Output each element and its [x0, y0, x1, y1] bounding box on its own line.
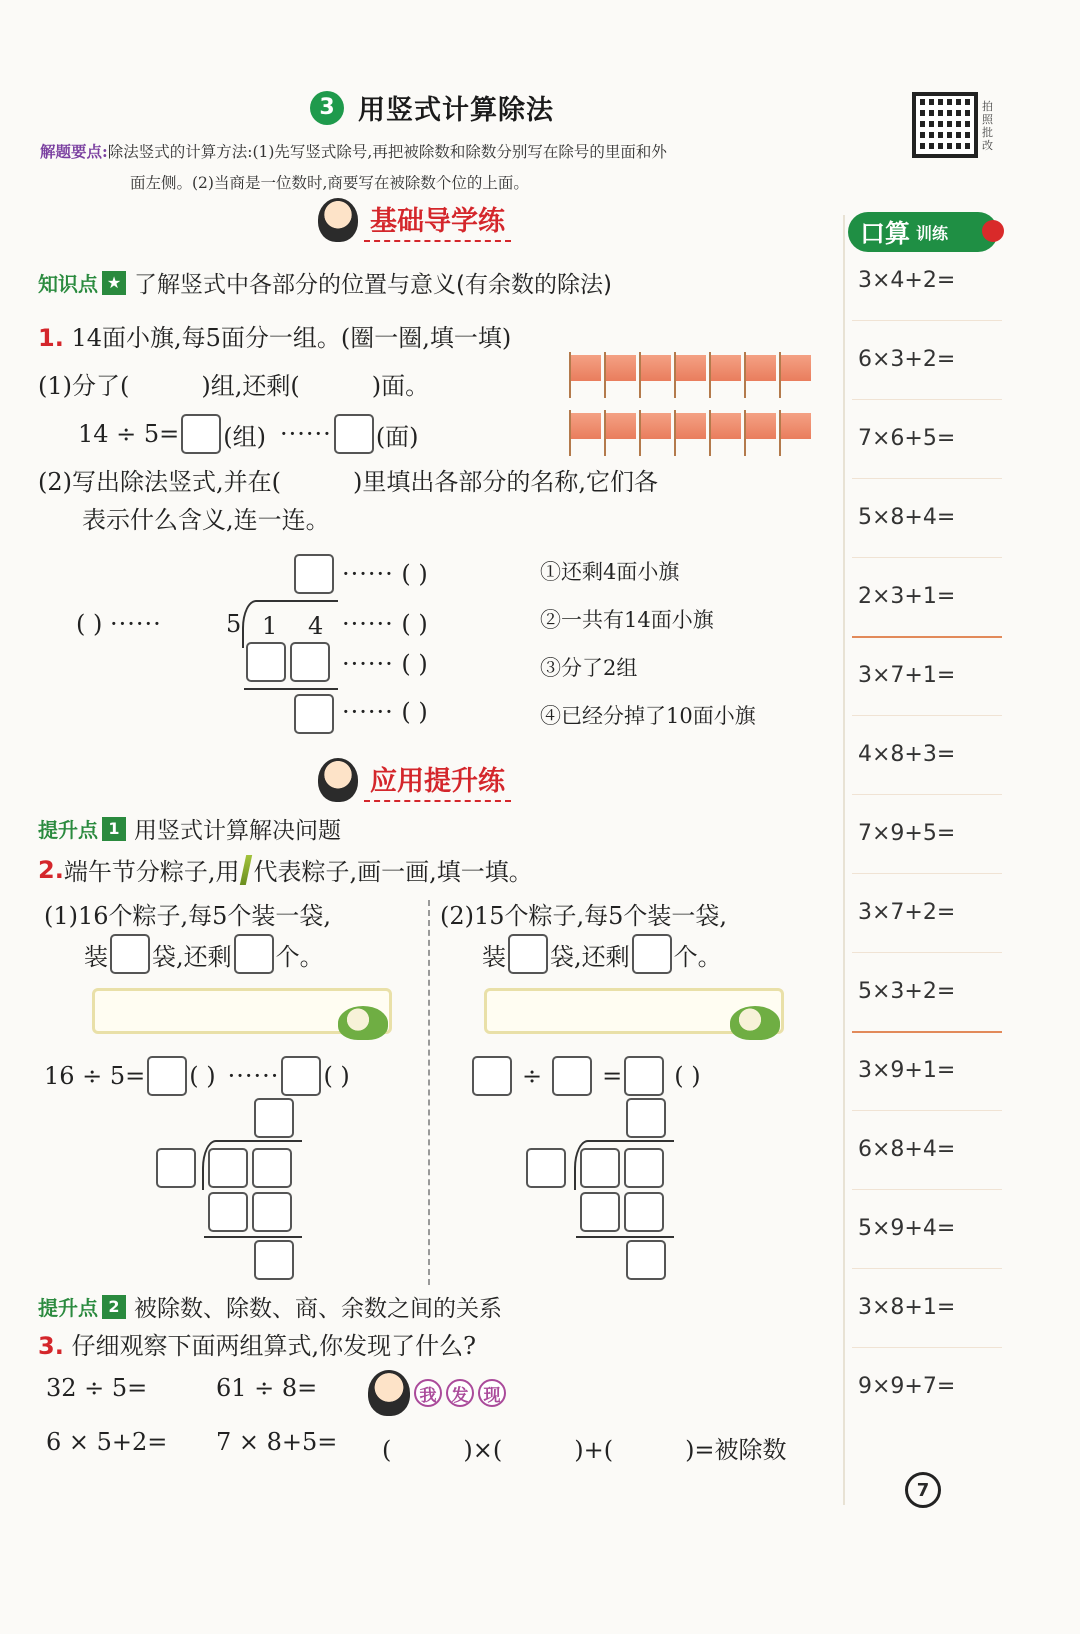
- q1-quotient-box[interactable]: [181, 414, 221, 454]
- oral-exercise-item[interactable]: 9×9+7=: [858, 1374, 956, 1399]
- star-icon: ★: [102, 271, 126, 295]
- tips-line-2: 面左侧。(2)当商是一位数时,商要写在被除数个位的上面。: [130, 174, 529, 192]
- flag-icon[interactable]: [778, 410, 812, 456]
- qr-caption: 拍照批改: [982, 100, 993, 152]
- oral-exercise-item[interactable]: 7×6+5=: [858, 426, 956, 451]
- q3-formula-c: )+(: [574, 1436, 614, 1464]
- q2-left-quotient-box[interactable]: [147, 1056, 187, 1096]
- ld2-dividend-boxes: [208, 1148, 292, 1188]
- oral-exercise-item[interactable]: 3×9+1=: [858, 1058, 956, 1083]
- flag-icon[interactable]: [673, 410, 707, 456]
- q2-left-unit-paren-2[interactable]: ( ): [323, 1062, 350, 1090]
- q2-right-line2: [482, 934, 722, 974]
- flag-icon[interactable]: [568, 352, 602, 398]
- ld1-dots: ······: [342, 560, 394, 588]
- q2-left-pack: 装: [84, 942, 108, 971]
- oral-exercise-item[interactable]: 3×8+1=: [858, 1295, 956, 1320]
- ld2-remainder-box[interactable]: [254, 1240, 294, 1280]
- flag-icon[interactable]: [708, 410, 742, 456]
- q2-left-eq-text: 16 ÷ 5=: [44, 1062, 146, 1090]
- kp-number: 2: [102, 1295, 126, 1319]
- q2-left-remainder-box[interactable]: [281, 1056, 321, 1096]
- ld3-product-ones[interactable]: [624, 1192, 664, 1232]
- ld3-product-boxes: [580, 1192, 664, 1232]
- kp-text: 了解竖式中各部分的位置与意义(有余数的除法): [134, 272, 612, 298]
- q1-eq-left: 14 ÷ 5=: [78, 420, 180, 448]
- exercise-separator: [852, 952, 1002, 953]
- question-3-stem: [38, 1326, 476, 1361]
- q1-equation: [78, 414, 419, 454]
- ld3-remainder-box[interactable]: [626, 1240, 666, 1280]
- kp-text: 被除数、除数、商、余数之间的关系: [134, 1296, 502, 1322]
- ld1-dots: ······: [342, 698, 394, 726]
- kp-tag-label: 提升点: [38, 1296, 98, 1320]
- kp-tag-label: 提升点: [38, 818, 98, 842]
- section-apply-title: 应用提升练: [364, 759, 511, 802]
- question-2-text-b: 代表粽子,画一画,填一填。: [253, 858, 533, 886]
- ld1-product-tens[interactable]: [246, 642, 286, 682]
- section-apply-banner: [318, 758, 511, 802]
- ld3-dividend-ones[interactable]: [624, 1148, 664, 1188]
- exercise-separator: [852, 636, 1002, 638]
- flag-icon[interactable]: [638, 410, 672, 456]
- q3-expr-4: 7 × 8+5=: [216, 1428, 338, 1456]
- question-2-text-a: 端午节分粽子,用: [63, 858, 240, 886]
- ld1-row4-label: [342, 698, 428, 726]
- oral-exercise-item[interactable]: 3×7+2=: [858, 900, 956, 925]
- discover-char: 现: [478, 1379, 506, 1407]
- ld1-paren[interactable]: ( ): [401, 610, 428, 638]
- ld1-dots: ······: [342, 650, 394, 678]
- q2-left-line1: (1)16个粽子,每5个装一袋,: [44, 902, 332, 930]
- q2-right-pack: 装: [482, 942, 506, 971]
- flag-icon[interactable]: [638, 352, 672, 398]
- q2-right-eq-sign: =: [602, 1062, 623, 1090]
- ld1-subtract-line: [244, 688, 338, 690]
- flag-icon[interactable]: [568, 410, 602, 456]
- exercise-separator: [852, 1347, 1002, 1348]
- q3-formula: [382, 1430, 787, 1465]
- q1-p2-a: (2)写出除法竖式,并在(: [38, 468, 281, 496]
- mascot-icon: [318, 198, 358, 242]
- exercise-separator: [852, 715, 1002, 716]
- question-1-stem: [38, 318, 511, 353]
- ld2-product-tens[interactable]: [208, 1192, 248, 1232]
- kp-tag: [38, 268, 126, 297]
- q2-right-equation: [472, 1056, 701, 1096]
- q3-formula-a: (: [382, 1436, 392, 1464]
- ld1-row3-label: [342, 650, 428, 678]
- q1-remainder-box[interactable]: [334, 414, 374, 454]
- q1-option-1[interactable]: ①还剩4面小旗: [540, 560, 680, 584]
- q2-right-remain: 袋,还剩: [550, 942, 630, 971]
- ld1-quotient-box[interactable]: [294, 554, 334, 594]
- oral-exercise-item[interactable]: 4×8+3=: [858, 742, 956, 767]
- q2-right-bags-box[interactable]: [508, 934, 548, 974]
- flag-icon[interactable]: [708, 352, 742, 398]
- ld2-dividend-tens[interactable]: [208, 1148, 248, 1188]
- question-3-number: 3.: [38, 1332, 64, 1360]
- q1-option-4[interactable]: ④已经分掉了10面小旗: [540, 704, 756, 728]
- ld1-divisor-label: [76, 610, 162, 638]
- kp-tag: [38, 814, 126, 843]
- q2-right-divisor-box[interactable]: [552, 1056, 592, 1096]
- lesson-number-badge: 3: [310, 91, 344, 125]
- exercise-separator: [852, 1189, 1002, 1190]
- q1-option-2[interactable]: ②一共有14面小旗: [540, 608, 714, 632]
- q3-formula-d: )=被除数: [685, 1436, 787, 1464]
- q2-right-dividend-box[interactable]: [472, 1056, 512, 1096]
- q1-p1-b: )组,还剩(: [201, 372, 300, 400]
- q2-left-dots: ······: [227, 1062, 280, 1090]
- lesson-title-group: [310, 88, 554, 127]
- oral-practice-banner: [848, 212, 998, 252]
- q2-left-equation: [44, 1056, 350, 1096]
- exercise-separator: [852, 794, 1002, 795]
- oral-exercise-item[interactable]: 2×3+1=: [858, 584, 956, 609]
- flag-icon[interactable]: [778, 352, 812, 398]
- tips-text-1: 除法竖式的计算方法:(1)先写竖式除号,再把被除数和除数分别写在除号的里面和外: [107, 143, 667, 161]
- q2-left-remain-box[interactable]: [234, 934, 274, 974]
- oral-exercise-item[interactable]: 5×9+4=: [858, 1216, 956, 1241]
- discover-char: 我: [414, 1379, 442, 1407]
- q1-eq-dots: ······: [280, 420, 332, 448]
- ld1-dividend-tens: 1: [262, 612, 278, 640]
- exercise-separator: [852, 1268, 1002, 1269]
- ld1-dots: ······: [342, 610, 394, 638]
- question-2-stem: [38, 852, 533, 887]
- q1-part2-line1: [38, 462, 658, 497]
- ld1-product-boxes: [246, 642, 330, 682]
- oral-exercise-item[interactable]: 7×9+5=: [858, 821, 956, 846]
- ld3-dividend-boxes: [580, 1148, 664, 1188]
- q2-right-quotient-box[interactable]: [624, 1056, 664, 1096]
- q2-left-line2: [84, 934, 324, 974]
- ld1-paren[interactable]: ( ): [401, 698, 428, 726]
- kp-text: 用竖式计算解决问题: [134, 818, 341, 844]
- ld1-left-paren[interactable]: ( ): [76, 610, 103, 638]
- exercise-separator: [852, 1031, 1002, 1033]
- question-2-number: 2.: [38, 855, 64, 884]
- q1-eq-unit-groups: (组): [223, 422, 267, 451]
- question-3-text: 仔细观察下面两组算式,你发现了什么?: [71, 1332, 476, 1360]
- ld1-bracket: [242, 600, 338, 648]
- kp-number: 1: [102, 817, 126, 841]
- discover-banner: [368, 1370, 506, 1416]
- ld1-remainder-box[interactable]: [294, 694, 334, 734]
- q2-left-bags-box[interactable]: [110, 934, 150, 974]
- zongzi-icon: [338, 1006, 388, 1040]
- mascot-icon: [318, 758, 358, 802]
- ld1-paren[interactable]: ( ): [401, 650, 428, 678]
- zongzi-icon: [730, 1006, 780, 1040]
- ld3-subtract-line: [576, 1236, 674, 1238]
- q1-p1-c: )面。: [371, 372, 430, 400]
- q2-right-unit-paren[interactable]: ( ): [674, 1062, 701, 1090]
- ld2-product-boxes: [208, 1192, 292, 1232]
- q2-left-unit-paren[interactable]: ( ): [189, 1062, 216, 1090]
- exercise-separator: [852, 478, 1002, 479]
- q1-eq-unit-flags: (面): [375, 422, 419, 451]
- zongzi-stick-icon: [240, 855, 252, 885]
- ld1-divisor: 5: [226, 610, 242, 638]
- q2-left-unit: 个。: [275, 942, 324, 971]
- flag-icon[interactable]: [673, 352, 707, 398]
- column-divider: [428, 900, 430, 1285]
- exercise-separator: [852, 1110, 1002, 1111]
- q1-part1-line: [38, 366, 429, 401]
- ld1-dividend-ones: 4: [308, 612, 324, 640]
- oral-exercise-item[interactable]: 3×7+1=: [858, 663, 956, 688]
- ld3-product-tens[interactable]: [580, 1192, 620, 1232]
- ld1-row1-label: [342, 560, 428, 588]
- flag-icon[interactable]: [603, 352, 637, 398]
- exercise-separator: [852, 399, 1002, 400]
- improve-point-2: [38, 1290, 502, 1323]
- q3-expr-2: 61 ÷ 8=: [216, 1374, 318, 1402]
- section-basic-banner: [318, 198, 511, 242]
- q2-right-line1: (2)15个粽子,每5个装一袋,: [440, 902, 728, 930]
- qr-code[interactable]: [912, 92, 978, 158]
- ld2-subtract-line: [204, 1236, 302, 1238]
- kp-tag: [38, 1292, 126, 1321]
- ld1-dots: ······: [110, 610, 162, 638]
- exercise-separator: [852, 320, 1002, 321]
- discover-char: 发: [446, 1379, 474, 1407]
- q3-expr-3: 6 × 5+2=: [46, 1428, 168, 1456]
- ld3-divisor-box[interactable]: [526, 1148, 566, 1188]
- section-basic-title: 基础导学练: [364, 199, 511, 242]
- flag-grid[interactable]: [568, 352, 812, 456]
- tips-line-1: [40, 136, 830, 168]
- ld1-paren[interactable]: ( ): [401, 560, 428, 588]
- qr-pattern: [916, 96, 974, 154]
- q2-right-unit: 个。: [673, 942, 722, 971]
- q3-formula-b: )×(: [463, 1436, 503, 1464]
- oral-practice-title: 口算: [860, 219, 911, 248]
- exercise-separator: [852, 557, 1002, 558]
- banner-dot-icon: [982, 220, 1004, 242]
- ld2-product-ones[interactable]: [252, 1192, 292, 1232]
- improve-point-1: [38, 812, 341, 845]
- ld1-product-ones[interactable]: [290, 642, 330, 682]
- lesson-title: 用竖式计算除法: [358, 95, 554, 126]
- solving-tips: [40, 136, 830, 199]
- explorer-mascot-icon: [368, 1370, 410, 1416]
- oral-exercise-item[interactable]: 3×4+2=: [858, 268, 956, 293]
- ld2-quotient-box[interactable]: [254, 1098, 294, 1138]
- knowledge-point-1: [38, 266, 612, 299]
- kp-tag-label: 知识点: [38, 272, 98, 296]
- q1-part2-line2: 表示什么含义,连一连。: [82, 506, 330, 534]
- ld3-dividend-tens[interactable]: [580, 1148, 620, 1188]
- oral-exercise-item[interactable]: 5×8+4=: [858, 505, 956, 530]
- q2-right-remain-box[interactable]: [632, 934, 672, 974]
- q1-p2-b: )里填出各部分的名称,它们各: [353, 468, 658, 496]
- flag-icon[interactable]: [603, 410, 637, 456]
- q2-right-div-sign: ÷: [522, 1062, 543, 1090]
- q1-option-3[interactable]: ③分了2组: [540, 656, 638, 680]
- exercise-separator: [852, 873, 1002, 874]
- ld2-dividend-ones[interactable]: [252, 1148, 292, 1188]
- q2-left-remain: 袋,还剩: [152, 942, 232, 971]
- oral-exercise-item[interactable]: 5×3+2=: [858, 979, 956, 1004]
- flag-icon[interactable]: [743, 352, 777, 398]
- tips-label: 解题要点:: [40, 142, 108, 161]
- oral-practice-subtitle: 训练: [916, 223, 949, 243]
- ld1-row2-label: [342, 610, 428, 638]
- oral-exercise-item[interactable]: 6×8+4=: [858, 1137, 956, 1162]
- ld3-quotient-box[interactable]: [626, 1098, 666, 1138]
- ld2-divisor-box[interactable]: [156, 1148, 196, 1188]
- oral-exercise-item[interactable]: 6×3+2=: [858, 347, 956, 372]
- q3-expr-1: 32 ÷ 5=: [46, 1374, 148, 1402]
- flag-icon[interactable]: [743, 410, 777, 456]
- q1-p1-a: (1)分了(: [38, 372, 130, 400]
- question-1-number: 1.: [38, 324, 64, 352]
- question-1-text: 14面小旗,每5面分一组。(圈一圈,填一填): [71, 324, 512, 352]
- page-number: 7: [905, 1472, 941, 1508]
